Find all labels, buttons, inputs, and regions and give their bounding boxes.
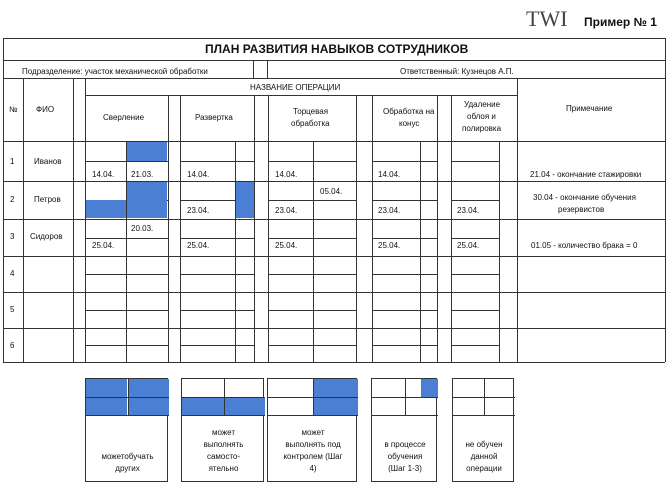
- header-sep: [253, 60, 254, 78]
- date: 23.04.: [457, 206, 480, 215]
- date: 14.04.: [378, 170, 401, 179]
- col-op2: Развертка: [195, 113, 233, 122]
- cell-split: [235, 141, 236, 362]
- row-num: 1: [10, 157, 15, 166]
- legend-label: выполнять под: [285, 440, 341, 449]
- date: 23.04.: [378, 206, 401, 215]
- col-operations: НАЗВАНИЕ ОПЕРАЦИИ: [250, 83, 341, 92]
- sub-row-line: [180, 238, 254, 239]
- sub-row-line: [180, 274, 254, 275]
- note: резервистов: [558, 205, 605, 214]
- date: 14.04.: [187, 170, 210, 179]
- col-line: [437, 95, 438, 362]
- col-line: [254, 95, 255, 362]
- col-line: [451, 95, 452, 362]
- skill-fill: [236, 182, 254, 218]
- legend-label: может: [211, 428, 236, 437]
- legend-label: ятельно: [208, 464, 239, 473]
- sub-row-line: [268, 345, 356, 346]
- legend-label: 4): [309, 464, 317, 473]
- page-title: ПЛАН РАЗВИТИЯ НАВЫКОВ СОТРУДНИКОВ: [205, 42, 469, 56]
- row-line: [3, 328, 665, 329]
- legend-label: контролем (Шаг: [283, 452, 343, 461]
- skill-fill: [127, 182, 167, 218]
- cell-split: [126, 141, 127, 362]
- legend-box: [371, 378, 437, 482]
- date: 25.04.: [92, 241, 115, 250]
- row-line: [3, 256, 665, 257]
- twi-logo: TWI: [526, 6, 568, 31]
- date: 25.04.: [187, 241, 210, 250]
- legend-line: [484, 379, 485, 416]
- row-line: [3, 362, 665, 363]
- sub-row-line: [451, 274, 499, 275]
- row-num: 5: [10, 305, 15, 314]
- col-line: [499, 141, 500, 362]
- legend-fill: [86, 398, 127, 416]
- example-label: Пример № 1: [584, 15, 657, 29]
- legend-label: данной: [470, 452, 498, 461]
- sub-row-line: [451, 200, 499, 201]
- legend-label: других: [115, 464, 140, 473]
- col-line: [73, 78, 74, 362]
- row-name: Петров: [34, 195, 61, 204]
- legend-box: [267, 378, 357, 482]
- legend-fill: [314, 379, 358, 397]
- row-line: [3, 181, 665, 182]
- legend-label: операции: [466, 464, 502, 473]
- skill-fill: [127, 142, 167, 161]
- header-divider: [3, 78, 665, 79]
- legend-box: [85, 378, 168, 482]
- col-op5a: Удаление: [464, 100, 501, 109]
- legend-fill: [421, 379, 438, 397]
- responsible-label: Ответственный: Кузнецов А.П.: [400, 67, 514, 76]
- date: 20.03.: [131, 224, 154, 233]
- note: 01.05 - количество брака = 0: [531, 241, 638, 250]
- ops-divider: [85, 95, 517, 96]
- sub-row-line: [451, 310, 499, 311]
- legend-label: самосто-: [206, 452, 241, 461]
- legend-fill: [86, 379, 127, 397]
- row-num: 4: [10, 269, 15, 278]
- legend-label: не обучен: [465, 440, 503, 449]
- row-line: [3, 219, 665, 220]
- col-op5c: полировка: [462, 124, 502, 133]
- col-num: №: [9, 105, 18, 114]
- sub-row-line: [372, 274, 437, 275]
- date: 25.04.: [378, 241, 401, 250]
- sub-row-line: [268, 161, 356, 162]
- legend-label: выполнять: [203, 440, 244, 449]
- sub-row-line: [372, 238, 437, 239]
- sub-row-line: [268, 274, 356, 275]
- row-num: 2: [10, 195, 15, 204]
- frame-right: [665, 38, 666, 362]
- sub-row-line: [180, 161, 254, 162]
- sub-row-line: [451, 161, 499, 162]
- date: 14.04.: [92, 170, 115, 179]
- row-name: Иванов: [34, 157, 62, 166]
- legend-box: [181, 378, 264, 482]
- note: 30.04 - окончание обучения: [533, 193, 636, 202]
- legend-line: [128, 379, 129, 416]
- row-name: Сидоров: [30, 232, 63, 241]
- sub-row-line: [180, 310, 254, 311]
- col-op1: Сверление: [103, 113, 145, 122]
- sub-row-line: [451, 238, 499, 239]
- cell-split: [420, 141, 421, 362]
- sub-row-line: [451, 345, 499, 346]
- col-op3a: Торцевая: [293, 107, 329, 116]
- col-line: [517, 78, 518, 362]
- row-line: [3, 292, 665, 293]
- col-line: [372, 95, 373, 362]
- legend-label: можетобучать: [101, 452, 154, 461]
- legend-label: обучения: [387, 452, 423, 461]
- col-op5b: облоя и: [467, 112, 496, 121]
- sub-row-line: [372, 310, 437, 311]
- legend-label: в процессе: [384, 440, 426, 449]
- row-line: [3, 141, 665, 142]
- frame-left: [3, 38, 4, 362]
- date: 14.04.: [275, 170, 298, 179]
- sub-row-line: [268, 238, 356, 239]
- col-op3b: обработка: [291, 119, 330, 128]
- col-line: [356, 95, 357, 362]
- legend-fill: [128, 398, 169, 416]
- sub-row-line: [268, 310, 356, 311]
- legend-line: [313, 379, 314, 416]
- legend-line: [405, 379, 406, 416]
- row-num: 3: [10, 232, 15, 241]
- sub-row-line: [372, 200, 437, 201]
- col-note: Примечание: [566, 104, 613, 113]
- legend-line: [224, 379, 225, 416]
- legend-label: (Шаг 1-3): [388, 464, 422, 473]
- date: 25.04.: [457, 241, 480, 250]
- col-line: [23, 78, 24, 362]
- sub-row-line: [180, 345, 254, 346]
- legend-box: [452, 378, 514, 482]
- sub-row-line: [372, 345, 437, 346]
- title-divider: [3, 60, 665, 61]
- col-op4a: Обработка на: [383, 107, 435, 116]
- frame-top: [3, 38, 665, 39]
- col-fio: ФИО: [36, 105, 55, 114]
- date: 25.04.: [275, 241, 298, 250]
- col-line: [268, 95, 269, 362]
- legend-fill: [128, 379, 169, 397]
- cell-split: [313, 141, 314, 362]
- col-line: [85, 78, 86, 362]
- header-sep: [267, 60, 268, 78]
- col-line: [168, 95, 169, 362]
- col-op4b: конус: [399, 119, 420, 128]
- date: 21.03.: [131, 170, 154, 179]
- legend-label: может: [301, 428, 325, 437]
- date: 05.04.: [320, 187, 343, 196]
- date: 23.04.: [275, 206, 298, 215]
- legend-fill: [314, 398, 358, 416]
- sub-row-line: [268, 200, 356, 201]
- date: 23.04.: [187, 206, 210, 215]
- skill-fill: [86, 200, 126, 218]
- department-label: Подразделение: участок механической обработки: [22, 67, 208, 76]
- col-line: [180, 95, 181, 362]
- row-num: 6: [10, 341, 15, 350]
- sub-row-line: [372, 161, 437, 162]
- note: 21.04 - окончание стажировки: [530, 170, 642, 179]
